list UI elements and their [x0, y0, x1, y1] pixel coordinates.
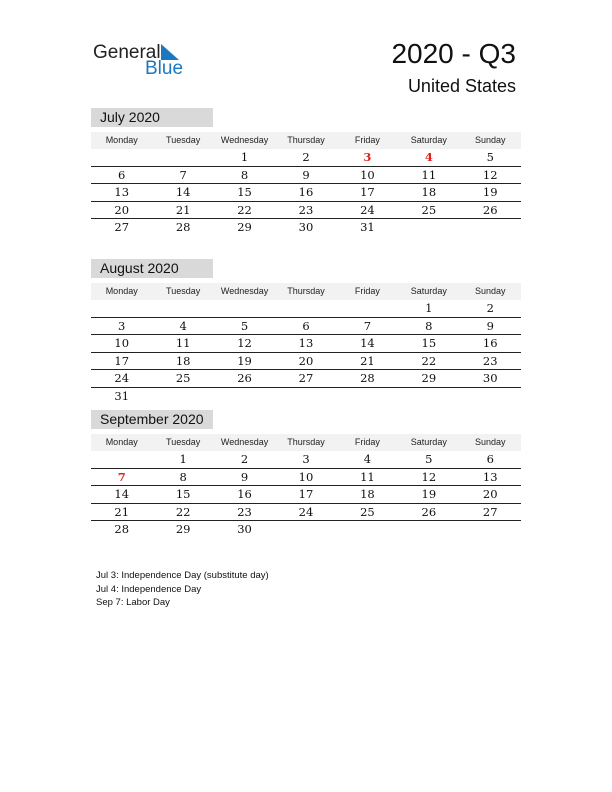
week-row — [91, 521, 521, 538]
day-cell: 22 — [237, 202, 252, 217]
day-cell: 8 — [425, 318, 433, 333]
month-name: August 2020 — [91, 259, 213, 278]
weekday-label: Sunday — [474, 286, 506, 296]
day-cell: 28 — [175, 220, 191, 234]
day-cell: 3 — [302, 452, 310, 466]
generalblue-logo — [93, 40, 193, 80]
logo-text-general: General — [93, 42, 161, 63]
month-name: September 2020 — [91, 410, 213, 429]
day-cell: 30 — [298, 220, 314, 234]
day-cell: 13 — [298, 336, 314, 350]
weekday-label: Monday — [105, 135, 138, 145]
day-cell: 26 — [237, 371, 252, 385]
weekday-label: Friday — [354, 437, 380, 447]
day-cell — [398, 219, 459, 236]
day-cell: 2 — [302, 150, 310, 164]
day-cell — [275, 521, 336, 538]
day-cell: 13 — [482, 469, 498, 484]
day-cell: 24 — [298, 504, 314, 519]
weekday-label: Wednesday — [220, 286, 269, 296]
day-cell: 4 — [363, 452, 372, 466]
holiday-day-cell: 4 — [424, 150, 433, 164]
day-cell: 17 — [114, 353, 130, 368]
day-cell: 12 — [482, 167, 498, 182]
day-cell: 25 — [175, 371, 191, 385]
day-cell: 7 — [179, 167, 187, 182]
day-cell: 10 — [298, 469, 314, 484]
day-cell: 14 — [114, 487, 130, 501]
day-cell: 2 — [240, 452, 249, 466]
day-cell: 23 — [298, 202, 314, 217]
day-cell: 30 — [237, 522, 252, 536]
week-row — [91, 202, 521, 220]
day-cell: 18 — [175, 353, 191, 368]
day-cell: 27 — [298, 371, 314, 385]
holiday-note: Sep 7: Labor Day — [96, 597, 170, 608]
day-cell — [275, 388, 336, 405]
day-cell: 24 — [114, 371, 130, 385]
holiday-notes — [96, 569, 269, 610]
day-cell: 4 — [179, 318, 187, 333]
day-cell: 1 — [179, 452, 187, 466]
day-cell: 27 — [114, 220, 130, 234]
day-cell: 9 — [302, 167, 310, 182]
day-cell: 26 — [421, 504, 437, 519]
day-cell — [214, 300, 275, 317]
week-row — [91, 486, 521, 504]
day-cell: 27 — [482, 504, 498, 519]
day-cell: 6 — [118, 167, 126, 182]
day-cell — [152, 300, 213, 317]
day-cell — [337, 300, 398, 317]
weekday-label: Monday — [105, 437, 138, 447]
day-cell: 21 — [175, 202, 191, 217]
weekday-label: Monday — [105, 286, 138, 296]
day-cell: 25 — [421, 202, 437, 217]
day-cell — [460, 219, 521, 236]
week-row — [91, 451, 521, 469]
day-cell — [152, 388, 213, 405]
logo-text-blue: Blue — [145, 58, 184, 79]
day-cell: 23 — [482, 353, 498, 368]
day-cell — [91, 300, 152, 317]
day-cell: 12 — [237, 336, 252, 350]
week-row — [91, 300, 521, 318]
day-cell: 1 — [425, 301, 433, 315]
day-cell: 18 — [421, 185, 437, 199]
day-cell: 31 — [360, 220, 375, 234]
weekday-label: Friday — [354, 286, 380, 296]
day-cell: 17 — [360, 185, 375, 199]
day-cell: 21 — [114, 504, 130, 519]
weekday-label: Tuesday — [166, 135, 201, 145]
day-cell: 19 — [237, 353, 252, 368]
day-cell: 19 — [482, 185, 498, 199]
day-cell: 5 — [240, 318, 249, 333]
week-row — [91, 219, 521, 236]
week-row — [91, 388, 521, 405]
week-row — [91, 149, 521, 167]
day-cell: 25 — [360, 504, 375, 519]
weekday-label: Thursday — [287, 135, 325, 145]
weekday-label: Wednesday — [220, 437, 269, 447]
day-cell: 20 — [482, 487, 498, 501]
week-row — [91, 504, 521, 522]
day-cell: 15 — [421, 336, 437, 350]
day-cell — [398, 388, 459, 405]
day-cell: 16 — [298, 185, 314, 199]
week-row — [91, 318, 521, 336]
day-cell: 22 — [175, 504, 191, 519]
day-cell: 29 — [421, 371, 437, 385]
day-cell — [275, 300, 336, 317]
weekday-header-row — [91, 434, 521, 451]
day-cell: 28 — [360, 371, 375, 385]
week-row — [91, 167, 521, 185]
day-cell: 8 — [240, 167, 249, 182]
day-cell: 22 — [421, 353, 437, 368]
day-cell: 11 — [421, 167, 437, 182]
day-cell: 19 — [421, 487, 437, 501]
day-cell: 16 — [482, 336, 498, 350]
day-cell: 28 — [114, 522, 130, 536]
month-name: July 2020 — [91, 108, 213, 127]
page-title: 2020 - Q3 — [391, 38, 516, 69]
day-cell — [91, 451, 152, 468]
week-row — [91, 335, 521, 353]
day-cell: 11 — [360, 469, 375, 484]
day-cell: 17 — [298, 487, 314, 501]
weekday-label: Tuesday — [166, 437, 201, 447]
day-cell: 20 — [114, 202, 130, 217]
day-cell: 5 — [425, 452, 433, 466]
weekday-label: Saturday — [410, 437, 447, 447]
day-cell: 16 — [237, 487, 252, 501]
day-cell: 20 — [298, 353, 314, 368]
week-row — [91, 353, 521, 371]
weekday-label: Saturday — [410, 135, 447, 145]
holiday-note: Jul 3: Independence Day (substitute day) — [96, 570, 269, 581]
day-cell: 29 — [175, 522, 191, 536]
day-cell: 10 — [360, 167, 375, 182]
weekday-header-row — [91, 132, 521, 149]
day-cell — [337, 388, 398, 405]
day-cell: 6 — [486, 452, 494, 466]
day-cell: 15 — [175, 487, 191, 501]
weekday-label: Sunday — [474, 135, 506, 145]
day-cell: 14 — [360, 336, 375, 350]
day-cell: 31 — [114, 388, 130, 403]
month-calendar — [91, 410, 521, 538]
weekday-label: Thursday — [287, 437, 325, 447]
day-cell — [91, 149, 152, 166]
day-cell: 14 — [175, 185, 191, 199]
day-cell: 15 — [237, 185, 252, 199]
week-row — [91, 184, 521, 202]
day-cell: 23 — [237, 504, 252, 519]
day-cell: 1 — [240, 150, 249, 164]
holiday-day-cell: 3 — [363, 150, 372, 164]
day-cell — [214, 388, 275, 405]
day-cell: 21 — [360, 353, 375, 368]
day-cell: 29 — [237, 220, 252, 234]
day-cell — [398, 521, 459, 538]
day-cell: 11 — [175, 336, 191, 350]
weekday-label: Friday — [354, 135, 380, 145]
day-cell: 26 — [482, 202, 498, 217]
month-calendar — [91, 259, 521, 404]
day-cell: 7 — [363, 318, 372, 333]
day-cell — [460, 388, 521, 405]
holiday-day-cell: 7 — [117, 469, 126, 484]
day-cell — [152, 149, 213, 166]
day-cell: 12 — [421, 469, 437, 484]
month-calendar — [91, 108, 521, 236]
day-cell: 30 — [482, 371, 498, 385]
day-cell — [337, 521, 398, 538]
day-cell: 9 — [240, 469, 249, 484]
weekday-label: Tuesday — [166, 286, 201, 296]
weekday-label: Thursday — [287, 286, 325, 296]
day-cell: 8 — [179, 469, 187, 484]
weekday-header-row — [91, 283, 521, 300]
day-cell: 9 — [486, 318, 494, 333]
country-subtitle: United States — [407, 76, 516, 96]
day-cell — [460, 521, 521, 538]
weekday-label: Saturday — [410, 286, 447, 296]
day-cell: 18 — [360, 487, 375, 501]
day-cell: 24 — [360, 202, 375, 217]
day-cell: 13 — [114, 185, 130, 199]
weekday-label: Wednesday — [220, 135, 269, 145]
week-row — [91, 469, 521, 487]
day-cell: 6 — [302, 318, 310, 333]
day-cell: 10 — [114, 336, 130, 350]
holiday-note: Jul 4: Independence Day — [96, 583, 202, 595]
week-row — [91, 370, 521, 388]
day-cell: 3 — [118, 318, 126, 333]
day-cell: 2 — [486, 301, 494, 315]
weekday-label: Sunday — [474, 437, 506, 447]
day-cell: 5 — [486, 150, 494, 164]
